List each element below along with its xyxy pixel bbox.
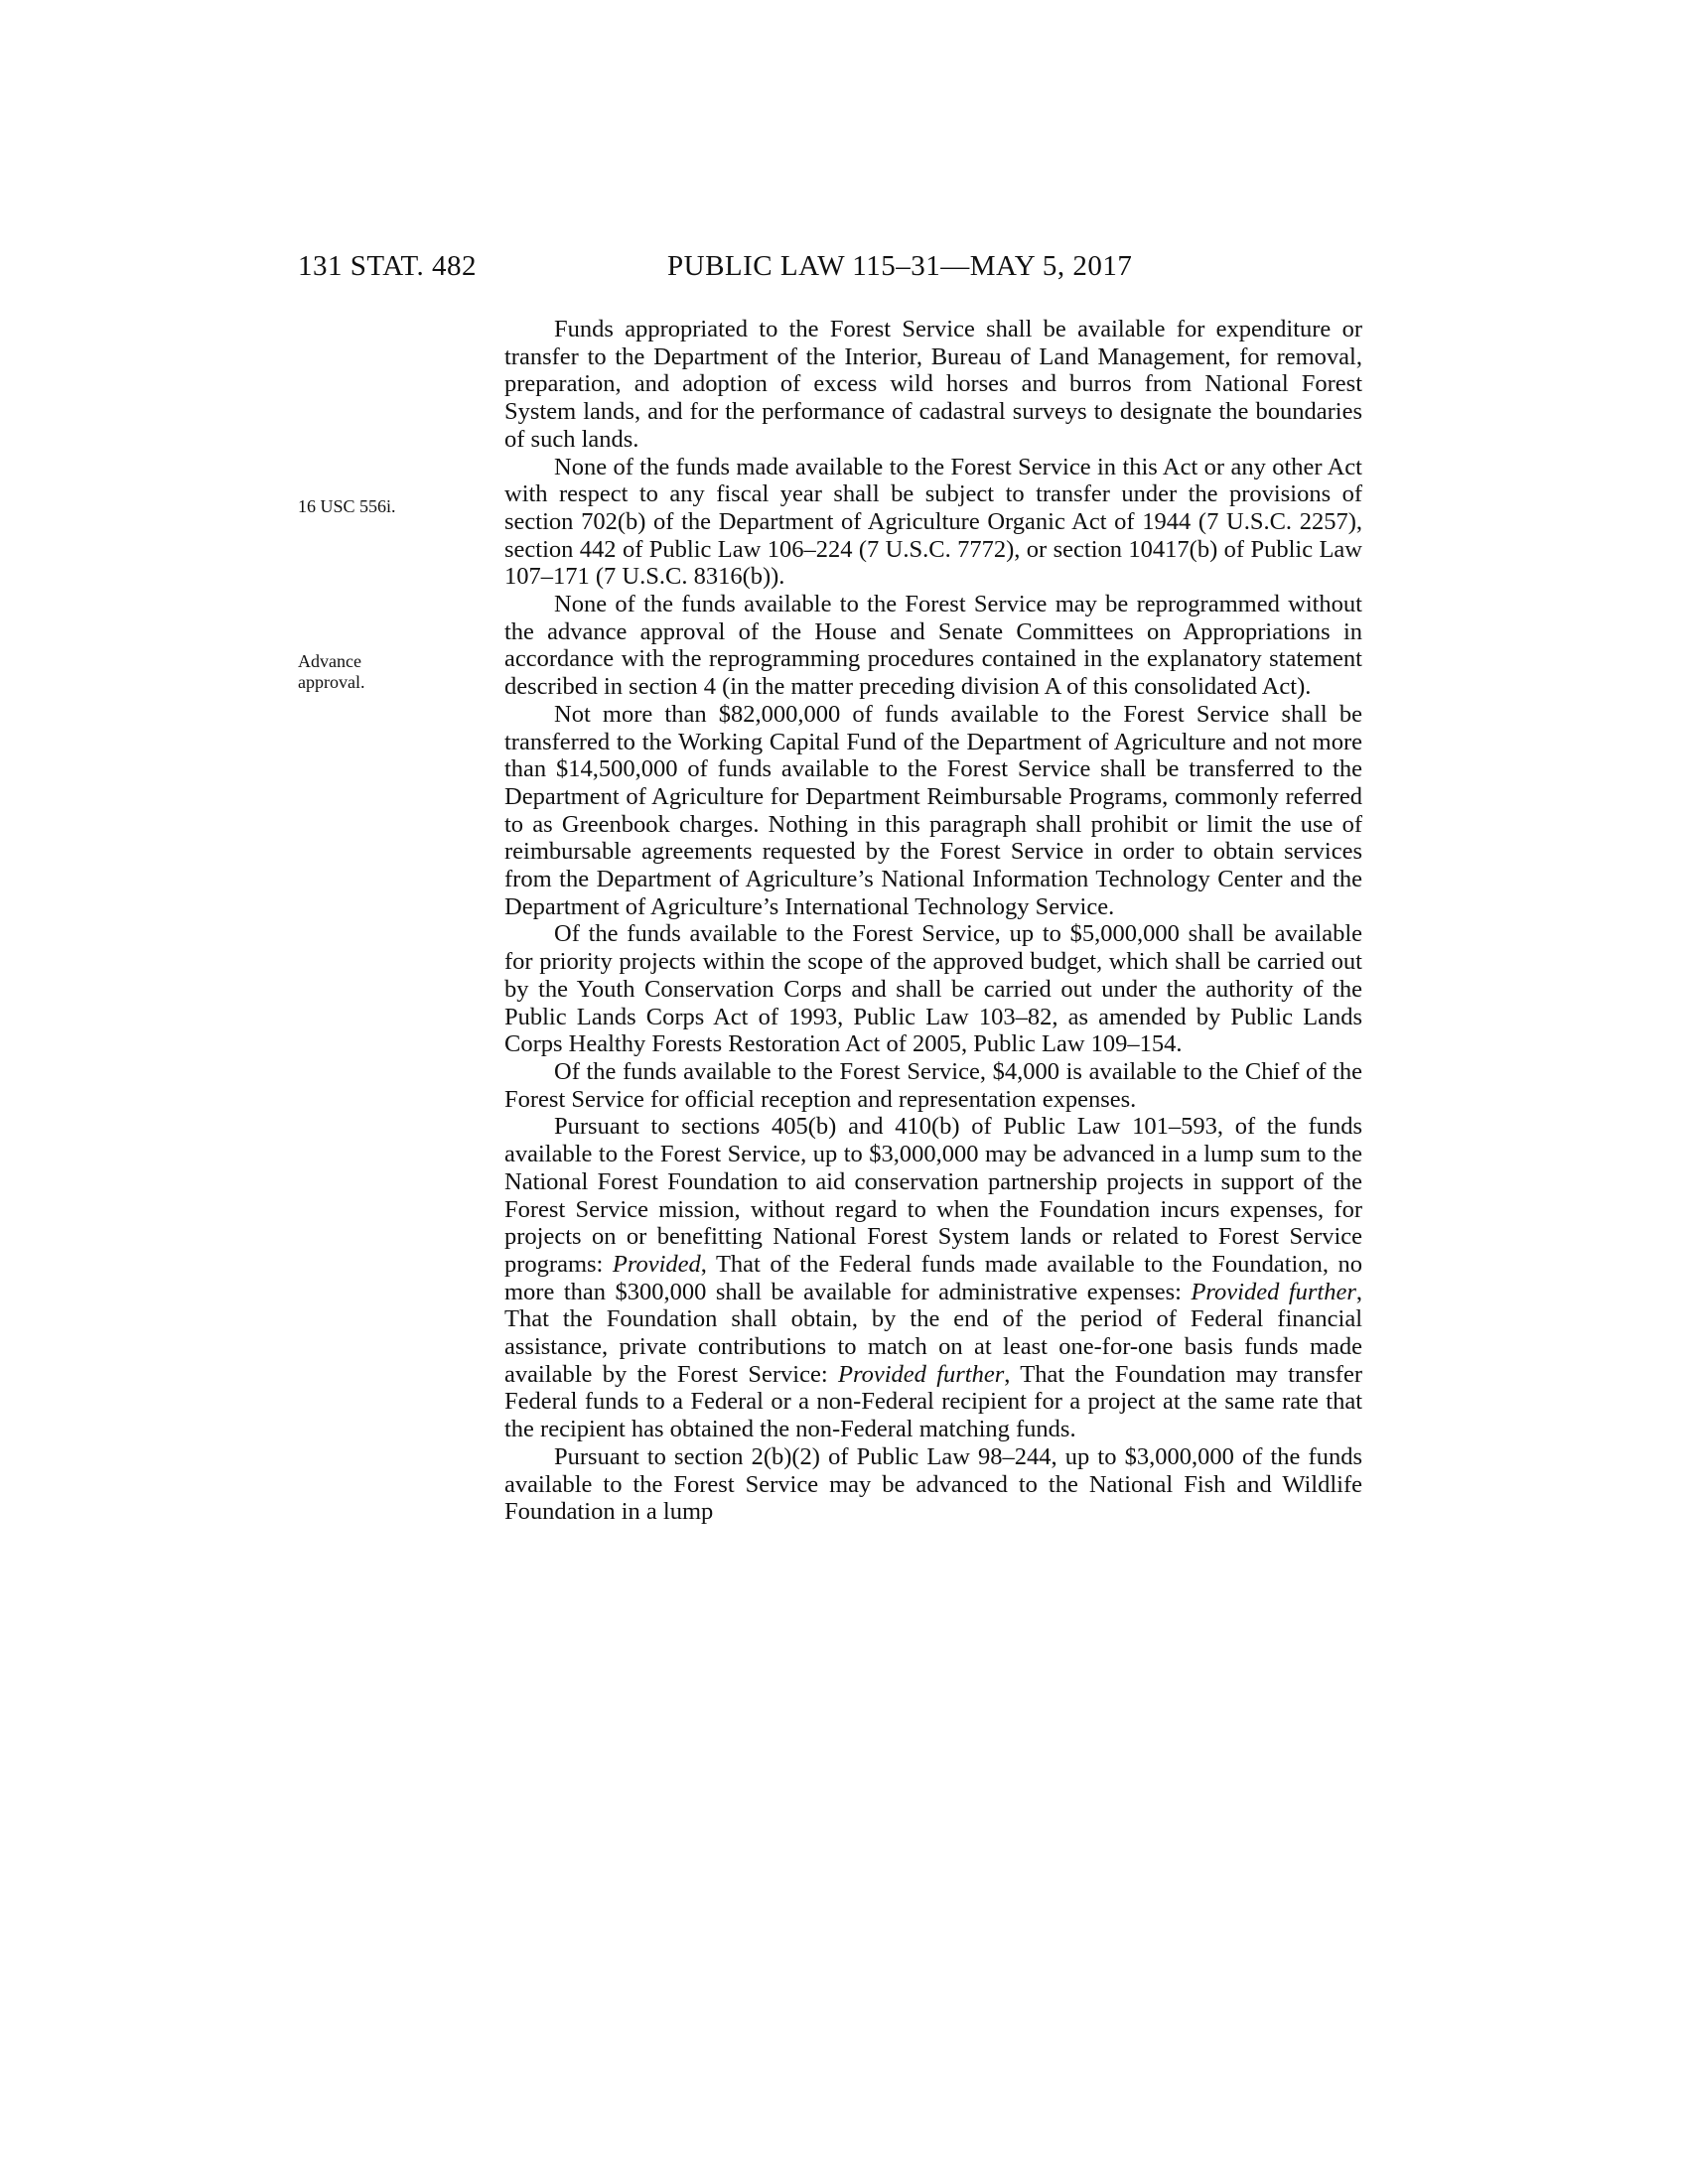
provided-term-3: Provided further <box>837 1360 1005 1388</box>
paragraph-working-capital: Not more than $82,000,000 of funds available to the Forest Service shall be transferred to the Working Capital Fund of the Department of Agriculture and not more than $14,500,000 of funds available to the Forest Service shall be transferred to the Department of Agriculture for Department Reimbursable Programs, commonly referred to as Greenbook charges. Nothing in this paragraph shall prohibit or limit the use of reimbursable agreements requested by the Forest Service in order to obtain services from the Department of Agriculture’s National Information Technology Center and the Department of Agriculture’s International Technology Service. <box>504 700 1362 920</box>
foundation-text-4: , That the Foundation may transfer Federal funds to a Federal or a non-Federal recipient for a project at the same rate that the recipient has obtained the non-Federal matching funds. <box>504 1360 1362 1443</box>
paragraph-forest-foundation <box>504 1113 1362 1442</box>
paragraph-fish-wildlife: Pursuant to section 2(b)(2) of Public Law 98–244, up to $3,000,000 of the funds available to the Forest Service may be advanced to the National Fish and Wildlife Foundation in a lump <box>504 1442 1362 1526</box>
foundation-text-3: , That the Foundation shall obtain, by the end of the period of Federal financial assistance, private contributions to match on at least one-for-one basis funds made available by the Forest Service: <box>504 1278 1363 1388</box>
margin-note-advance-approval <box>298 651 447 693</box>
body-text <box>504 316 1362 1526</box>
paragraph-transfer-limits: None of the funds made available to the Forest Service in this Act or any other Act with respect to any fiscal year shall be subject to transfer under the provisions of section 702(b) of the Department of Agriculture Organic Act of 1944 (7 U.S.C. 2257), section 442 of Public Law 106–224 (7 U.S.C. 7772), or section 10417(b) of Public Law 107–171 (7 U.S.C. 8316(b)). <box>504 453 1362 591</box>
law-title: PUBLIC LAW 115–31—MAY 5, 2017 <box>667 250 1133 282</box>
paragraph-reprogramming: None of the funds available to the Forest Service may be reprogrammed without the advance approval of the House and Senate Committees on Appropriations in accordance with the reprogramming procedures contained in the explanatory statement described in section 4 (in the matter preceding division A of this consolidated Act). <box>504 591 1362 701</box>
foundation-text-2: , That of the Federal funds made available to the Foundation, no more than $300,000 shall be available for administrative expenses: <box>504 1250 1362 1305</box>
stat-page-reference: 131 STAT. 482 <box>298 250 478 282</box>
page-header <box>0 250 1688 290</box>
margin-note-advance-line2: approval. <box>298 672 365 692</box>
paragraph-wild-horses: Funds appropriated to the Forest Service shall be available for expenditure or transfer to the Department of the Interior, Bureau of Land Management, for removal, preparation, and adoption of excess wild horses and burros from National Forest System lands, and for the performance of cadastral surveys to designate the boundaries of such lands. <box>504 316 1362 453</box>
foundation-text-1: Pursuant to sections 405(b) and 410(b) of Public Law 101–593, of the funds available to the Forest Service, up to $3,000,000 may be advanced in a lump sum to the National Forest Foundation to aid conservation partnership projects in support of the Forest Service mission, without regard to when the Foundation incurs expenses, for projects on or benefitting National Forest System lands or related to Forest Service programs: <box>504 1113 1362 1278</box>
margin-note-advance-line1: Advance <box>298 651 361 671</box>
paragraph-reception-expenses: Of the funds available to the Forest Service, $4,000 is available to the Chief of the Forest Service for official reception and representation expenses. <box>504 1057 1362 1113</box>
margin-note-usc: 16 USC 556i. <box>298 496 396 516</box>
provided-term-1: Provided <box>612 1250 701 1278</box>
paragraph-youth-conservation: Of the funds available to the Forest Service, up to $5,000,000 shall be available for priority projects within the scope of the approved budget, which shall be carried out by the Youth Conservation Corps and shall be carried out under the authority of the Public Lands Corps Act of 1993, Public Law 103–82, as amended by Public Lands Corps Healthy Forests Restoration Act of 2005, Public Law 109–154. <box>504 920 1362 1058</box>
provided-term-2: Provided further <box>1191 1278 1356 1305</box>
